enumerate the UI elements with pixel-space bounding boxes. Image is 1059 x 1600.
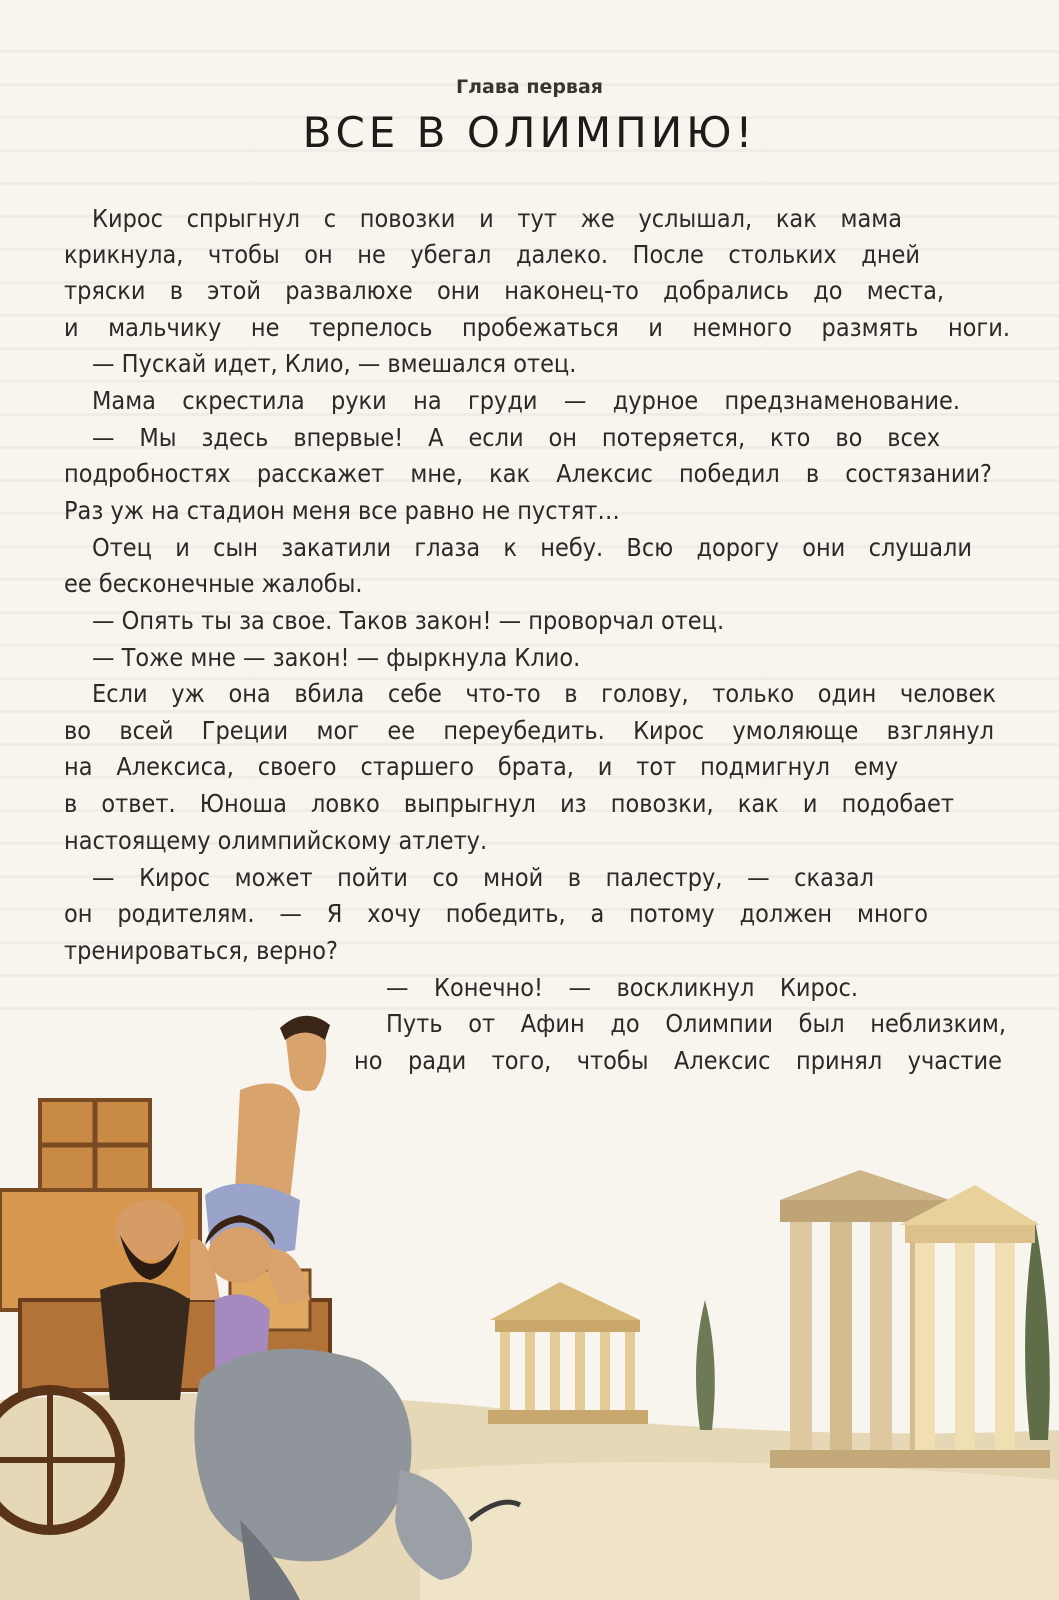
text-line: — Пускай идет, Клио, — вмешался отец. bbox=[92, 349, 577, 378]
text-line: Мама скрестила руки на груди — дурное предзнаменование. bbox=[92, 386, 960, 415]
text-line: настоящему олимпийскому атлету. bbox=[64, 826, 488, 855]
text-line: но ради того, чтобы Алексис принял участие bbox=[354, 1046, 1002, 1075]
text-line: тряски в этой развалюхе они наконец-то добрались до места, bbox=[64, 276, 944, 305]
chapter-label: Глава первая bbox=[456, 76, 603, 98]
text-line: на Алексиса, своего старшего брата, и тот подмигнул ему bbox=[64, 752, 898, 781]
large-temple bbox=[770, 1170, 1050, 1468]
text-line: тренироваться, верно? bbox=[64, 936, 338, 965]
cypress-tree bbox=[1025, 1220, 1050, 1440]
text-line: — Кирос может пойти со мной в палестру, — сказал bbox=[92, 863, 874, 892]
text-line: Если уж она вбила себе что-то в голову, только один человек bbox=[92, 679, 996, 708]
text-line: во всей Греции мог ее переубедить. Кирос умоляюще взглянул bbox=[64, 716, 994, 745]
text-line: и мальчику не терпелось пробежаться и немного размять ноги. bbox=[64, 313, 1010, 342]
text-line: ее бесконечные жалобы. bbox=[64, 569, 363, 598]
chapter-title: ВСЕ В ОЛИМПИЮ! bbox=[302, 108, 757, 157]
text-line: он родителям. — Я хочу победить, а потому должен много bbox=[64, 899, 928, 928]
text-line: — Мы здесь впервые! А если он потеряется, кто во всех bbox=[92, 423, 940, 452]
ground-highlight bbox=[420, 1462, 1059, 1600]
text-line: — Конечно! — воскликнул Кирос. bbox=[386, 973, 858, 1002]
text-line: — Опять ты за свое. Таков закон! — проворчал отец. bbox=[92, 606, 725, 635]
text-line: подробностях расскажет мне, как Алексис победил в состязании? bbox=[64, 459, 992, 488]
text-line: Кирос спрыгнул с повозки и тут же услышал, как мама bbox=[92, 204, 902, 233]
text-line: Отец и сын закатили глаза к небу. Всю дорогу они слушали bbox=[92, 533, 972, 562]
text-line: Путь от Афин до Олимпии был неблизким, bbox=[386, 1009, 1006, 1038]
greek-scene-illustration bbox=[0, 1000, 1059, 1600]
cypress-tree bbox=[696, 1300, 715, 1430]
text-line: крикнула, чтобы он не убегал далеко. После стольких дней bbox=[64, 240, 920, 269]
text-line: — Тоже мне — закон! — фыркнула Клио. bbox=[92, 643, 581, 672]
text-line: Раз уж на стадион меня все равно не пустят… bbox=[64, 496, 620, 525]
text-line: в ответ. Юноша ловко выпрыгнул из повозки, как и подобает bbox=[64, 789, 954, 818]
small-temple bbox=[488, 1282, 648, 1424]
